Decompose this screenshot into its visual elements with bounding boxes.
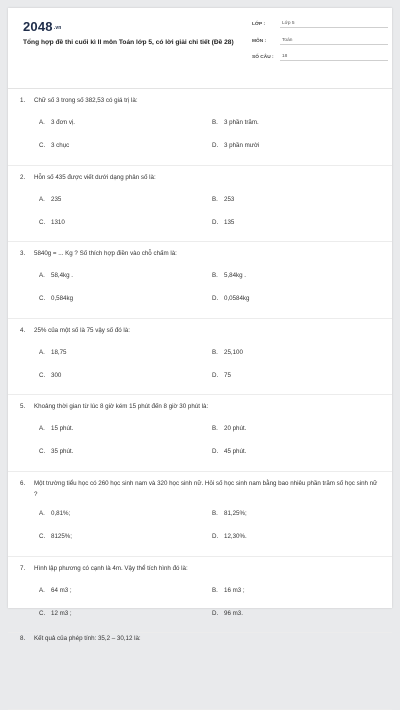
meta-question-count bbox=[252, 52, 388, 63]
option-letter: A. bbox=[39, 195, 45, 203]
question-number: 6. bbox=[20, 479, 26, 487]
option-c[interactable] bbox=[39, 295, 73, 302]
option-letter: B. bbox=[212, 586, 218, 594]
question-6 bbox=[8, 472, 392, 557]
option-letter: B. bbox=[212, 425, 218, 432]
option-b[interactable] bbox=[212, 349, 243, 356]
option-letter: D. bbox=[212, 609, 219, 617]
question-5 bbox=[8, 395, 392, 472]
option-b[interactable] bbox=[212, 119, 259, 126]
option-b[interactable] bbox=[212, 196, 234, 203]
meta-value: 18 bbox=[280, 54, 388, 61]
option-text: 45 phút. bbox=[224, 448, 247, 455]
option-letter: A. bbox=[39, 119, 45, 126]
question-7 bbox=[8, 557, 392, 634]
logo-suffix: .vn bbox=[53, 24, 62, 31]
question-text: Hình lập phương có cạnh là 4m. Vậy thể tích hình đó là: bbox=[34, 564, 188, 572]
option-text: 235 bbox=[51, 195, 62, 203]
option-text: 35 phút. bbox=[51, 448, 74, 455]
option-a[interactable] bbox=[39, 587, 72, 594]
option-letter: C. bbox=[39, 532, 46, 540]
option-letter: C. bbox=[39, 142, 46, 149]
option-c[interactable] bbox=[39, 448, 73, 455]
meta-grade bbox=[252, 19, 388, 30]
option-text: 5,84kg . bbox=[224, 272, 247, 279]
option-letter: D. bbox=[212, 142, 219, 149]
option-b[interactable] bbox=[212, 510, 247, 517]
exam-sheet bbox=[8, 8, 392, 642]
option-text: 300 bbox=[51, 371, 62, 379]
option-b[interactable] bbox=[212, 425, 246, 432]
option-d[interactable] bbox=[212, 219, 234, 226]
option-text: 3 phần trăm. bbox=[224, 119, 259, 126]
option-text: 3 phần mười bbox=[224, 142, 260, 149]
question-stem bbox=[20, 478, 380, 500]
option-letter: A. bbox=[39, 272, 45, 279]
option-c[interactable] bbox=[39, 533, 72, 540]
meta-subject bbox=[252, 36, 388, 47]
question-text: Kết quả của phép tính: 35,2 – 30,12 là: bbox=[34, 635, 141, 642]
option-letter: B. bbox=[212, 195, 218, 203]
exam-meta bbox=[252, 19, 388, 69]
option-d[interactable] bbox=[212, 295, 249, 302]
option-text: 25,100 bbox=[224, 348, 243, 356]
site-logo[interactable] bbox=[23, 19, 62, 34]
question-8 bbox=[8, 633, 392, 710]
option-d[interactable] bbox=[212, 448, 246, 455]
option-text: 1310 bbox=[51, 218, 65, 226]
question-stem bbox=[20, 95, 380, 106]
option-text: 16 m3 ; bbox=[224, 586, 245, 594]
question-stem bbox=[20, 401, 380, 412]
document-title: Tổng hợp đề thi cuối kì II môn Toán lớp 5, có lời giải chi tiết (Đề 28) bbox=[23, 39, 234, 46]
question-stem bbox=[20, 633, 380, 644]
option-text: 81,25%; bbox=[224, 509, 247, 517]
option-letter: A. bbox=[39, 586, 45, 594]
option-letter: D. bbox=[212, 295, 219, 302]
option-text: 12 m3 ; bbox=[51, 609, 72, 617]
option-d[interactable] bbox=[212, 610, 243, 617]
question-number: 8. bbox=[20, 635, 26, 642]
option-b[interactable] bbox=[212, 587, 245, 594]
option-letter: D. bbox=[212, 371, 219, 379]
question-number: 5. bbox=[20, 403, 26, 410]
option-text: 135 bbox=[224, 218, 235, 226]
option-c[interactable] bbox=[39, 142, 69, 149]
question-number: 2. bbox=[20, 173, 26, 181]
question-number: 4. bbox=[20, 326, 26, 334]
option-c[interactable] bbox=[39, 610, 72, 617]
option-d[interactable] bbox=[212, 372, 231, 379]
option-a[interactable] bbox=[39, 272, 73, 279]
option-letter: B. bbox=[212, 119, 218, 126]
option-text: 3 chục bbox=[51, 142, 70, 149]
option-a[interactable] bbox=[39, 349, 66, 356]
option-text: 3 đơn vị. bbox=[51, 119, 76, 126]
question-stem bbox=[20, 172, 380, 183]
option-d[interactable] bbox=[212, 533, 247, 540]
option-text: 12,30%. bbox=[224, 532, 247, 540]
meta-value: Toán bbox=[280, 38, 388, 45]
option-letter: A. bbox=[39, 425, 45, 432]
meta-value: Lớp 5 bbox=[280, 21, 388, 28]
option-letter: A. bbox=[39, 509, 45, 517]
question-text: Hỗn số 435 được viết dưới dạng phân số là: bbox=[34, 173, 156, 181]
option-text: 58,4kg . bbox=[51, 272, 74, 279]
question-1 bbox=[8, 89, 392, 166]
option-letter: C. bbox=[39, 448, 46, 455]
question-stem bbox=[20, 248, 380, 259]
question-4 bbox=[8, 319, 392, 396]
option-letter: B. bbox=[212, 509, 218, 517]
option-c[interactable] bbox=[39, 372, 61, 379]
option-text: 0,81%; bbox=[51, 509, 71, 517]
question-number: 7. bbox=[20, 564, 26, 572]
option-letter: C. bbox=[39, 609, 46, 617]
option-text: 96 m3. bbox=[224, 609, 243, 617]
question-text: Chữ số 3 trong số 382,53 có giá trị là: bbox=[34, 97, 138, 104]
option-text: 18,75 bbox=[51, 348, 67, 356]
option-text: 0,0584kg bbox=[224, 295, 250, 302]
option-text: 253 bbox=[224, 195, 235, 203]
option-text: 64 m3 ; bbox=[51, 586, 72, 594]
option-letter: D. bbox=[212, 448, 219, 455]
option-text: 20 phút. bbox=[224, 425, 247, 432]
question-3 bbox=[8, 242, 392, 319]
option-letter: C. bbox=[39, 371, 46, 379]
logo-text: 2048 bbox=[23, 19, 53, 34]
option-d[interactable] bbox=[212, 142, 259, 149]
option-letter: A. bbox=[39, 348, 45, 356]
option-a[interactable] bbox=[39, 196, 61, 203]
meta-label: LỚP : bbox=[252, 22, 266, 27]
option-a[interactable] bbox=[39, 425, 73, 432]
question-text: Khoảng thời gian từ lúc 8 giờ kém 15 phút đến 8 giờ 30 phút là: bbox=[34, 403, 209, 410]
option-letter: D. bbox=[212, 532, 219, 540]
option-letter: B. bbox=[212, 272, 218, 279]
option-letter: C. bbox=[39, 218, 46, 226]
question-text: Một trường tiểu học có 260 học sinh nam và 320 học sinh nữ. Hỏi số học sinh nam bằng bao nhiêu phần trăm số học sinh nữ ? bbox=[34, 479, 378, 498]
question-number: 3. bbox=[20, 250, 26, 257]
question-2 bbox=[8, 166, 392, 243]
option-text: 8125%; bbox=[51, 532, 72, 540]
option-text: 75 bbox=[224, 371, 231, 379]
option-c[interactable] bbox=[39, 219, 65, 226]
option-letter: B. bbox=[212, 348, 218, 356]
question-text: 5840g = ... Kg ? Số thích hợp điền vào chỗ chấm là: bbox=[34, 250, 177, 257]
document-header bbox=[8, 8, 392, 89]
option-letter: C. bbox=[39, 295, 46, 302]
question-number: 1. bbox=[20, 97, 26, 104]
meta-label: MÔN : bbox=[252, 38, 267, 44]
question-stem bbox=[20, 325, 380, 336]
option-letter: D. bbox=[212, 218, 219, 226]
question-text: 25% của một số là 75 vậy số đó là: bbox=[34, 326, 130, 334]
option-text: 0,584kg bbox=[51, 295, 74, 302]
option-text: 15 phút. bbox=[51, 425, 74, 432]
option-b[interactable] bbox=[212, 272, 246, 279]
option-a[interactable] bbox=[39, 119, 75, 126]
question-stem bbox=[20, 563, 380, 574]
option-a[interactable] bbox=[39, 510, 70, 517]
meta-label: SỐ CÂU : bbox=[252, 55, 274, 60]
